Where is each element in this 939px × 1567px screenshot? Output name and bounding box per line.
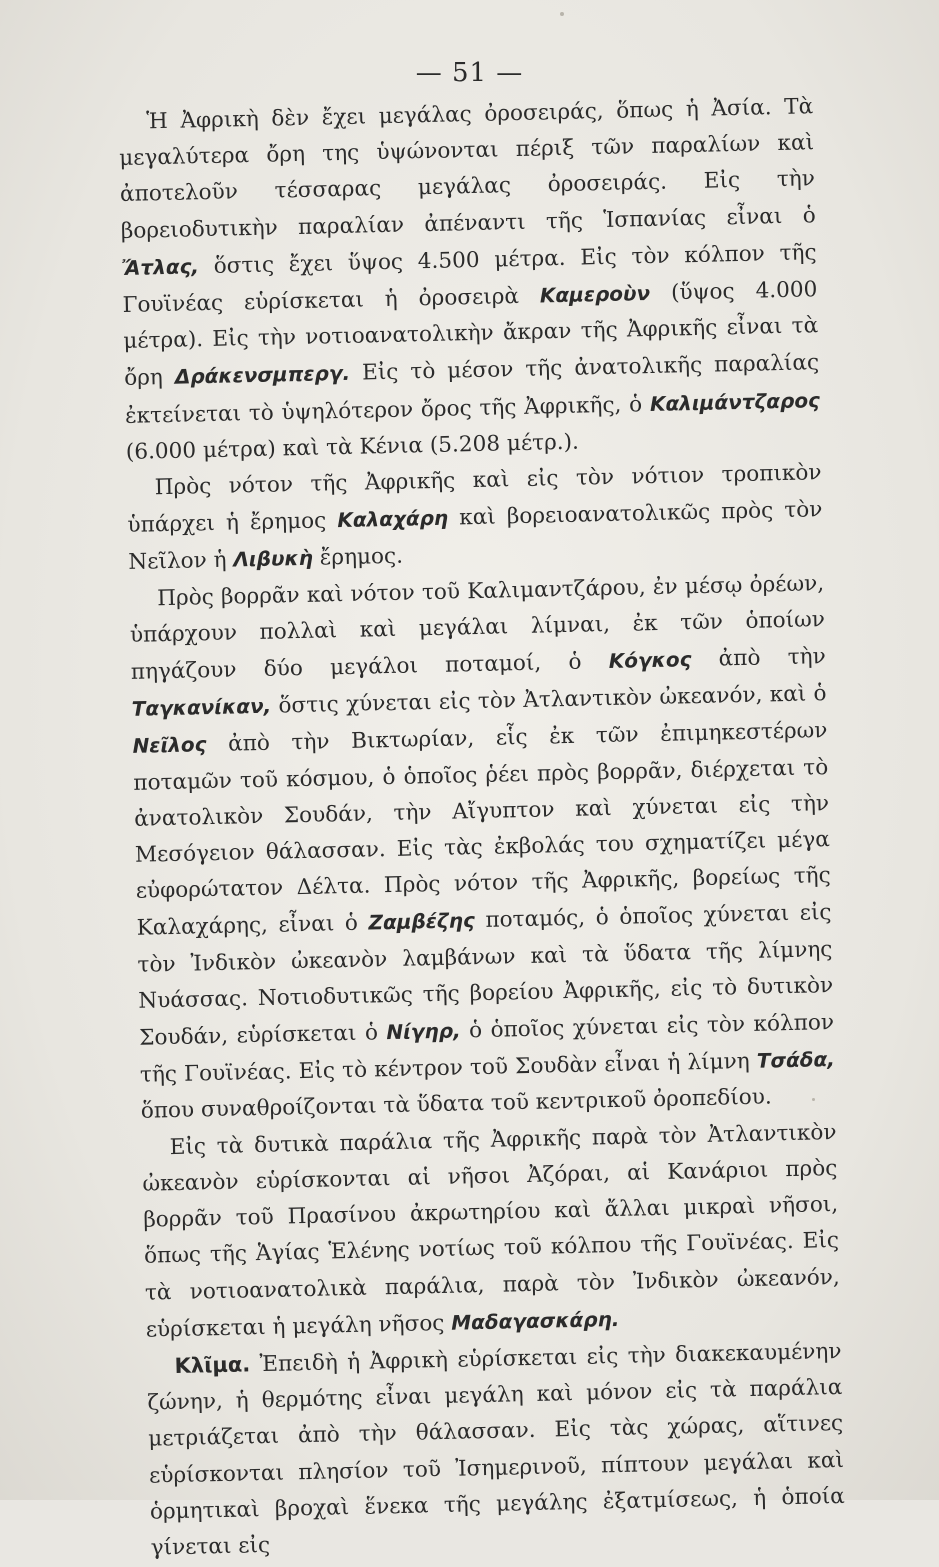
emphasized-name: Ἄτλας, (121, 254, 200, 280)
emphasized-name: Καλιμάντζαρος (649, 387, 821, 416)
emphasized-name: Τσάδα, (756, 1047, 836, 1074)
text-run: (ὕψος 4.000 μέτρα). Εἰς τὴν νοτιοανατολικὴν ἄκραν τῆς Ἀφρικῆς εἶναι τὰ ὄρη (123, 277, 819, 392)
page-number: — 51 — (415, 58, 524, 88)
text-run: (6.000 μέτρα) καὶ τὰ Κένια (5.208 μέτρ.). (125, 429, 580, 465)
paragraph (129, 566, 836, 1131)
text-run: Ἡ Ἀφρικὴ δὲν ἔχει μεγάλας ὀροσειράς, ὅπως ἡ Ἀσία. Τὰ μεγαλύτερα ὄρη της ὑψώνονται πέριξ τῶν παραλίων καὶ ἀποτελοῦν τέσσαρας μεγάλας ὀροσειράς. Εἰς τὴν βορειοδυτικὴν παραλίαν ἀπέναντι τῆς Ἱσπανίας εἶναι ὁ (118, 94, 816, 244)
text-run: ὁ ὁποῖος χύνεται εἰς τὸν κόλπον τῆς Γουϊνέας. Εἰς τὸ κέντρον τοῦ Σουδὰν εἶναι ἡ λίμνη (139, 1010, 835, 1089)
text-run: ὅστις ἔχει ὕψος 4.500 μέτρα. Εἰς τὸν κόλπον τῆς Γουϊνέας εὑρίσκεται ἡ ὀροσειρὰ (122, 240, 817, 318)
emphasized-name: Λιβυκὴ (233, 546, 314, 572)
scan-speck (812, 1098, 815, 1101)
text-run: Εἰς τὰ δυτικὰ παράλια τῆς Ἀφρικῆς παρὰ τὸν Ἀτλαντικὸν ὠκεανὸν εὑρίσκονται αἱ νῆσοι Ἀζόραι, αἱ Κανάριοι πρὸς βορρᾶν τοῦ Πρασίνου ἀκρωτηρίου καὶ ἄλλαι μικραὶ νῆσοι, ὅπως τῆς Ἁγίας Ἑλένης νοτίως τοῦ κόλπου τῆς Γουϊνέας. Εἰς τὰ νοτιοανατολικὰ παράλια, παρὰ τὸν Ἰνδικὸν ὠκεανόν, εὑρίσκεται ἡ μεγάλη νῆσος (142, 1119, 841, 1343)
text-run: Πρὸς βορρᾶν καὶ νότον τοῦ Καλιμαντζάρου, ἐν μέσῳ ὀρέων, ὑπάρχουν πολλαὶ καὶ μεγάλαι λίμναι, ἐκ τῶν ὁποίων πηγάζουν δύο μεγάλοι ποταμοί, ὁ (129, 570, 826, 685)
emphasized-name: Καλαχάρη (337, 505, 449, 533)
emphasized-name: Νεῖλος (132, 732, 207, 759)
emphasized-name: Κόγκος (608, 647, 692, 674)
paragraph (146, 1333, 846, 1567)
scan-speck (560, 12, 564, 16)
emphasized-name: Ζαμβέζης (368, 908, 476, 935)
text-run: ὅπου συναθροίζονται τὰ ὕδατα τοῦ κεντρικοῦ ὀροπεδίου. (140, 1084, 772, 1125)
section-heading: Κλῖμα. (174, 1352, 251, 1378)
text-run: ἔρημος. (312, 544, 404, 572)
text-run: Εἰς τὸ μέσον τῆς ἀνατολικῆς παραλίας ἐκτείνεται τὸ ὑψηλότερον ὄρος τῆς Ἀφρικῆς, ὁ (124, 350, 820, 429)
emphasized-name: Μαδαγασκάρη. (450, 1306, 620, 1335)
emphasized-name: Δράκενσμπεργ. (174, 361, 351, 390)
paragraph (118, 89, 821, 471)
text-run: ὅστις χύνεται εἰς τὸν Ἀτλαντικὸν ὠκεανόν, καὶ ὁ (270, 681, 827, 719)
text-run: καὶ βορειοανατολικῶς πρὸς τὸν Νεῖλον ἡ (128, 497, 823, 576)
paragraph (126, 455, 823, 581)
text-run: ἀπὸ τὴν Βικτωρίαν, εἷς ἐκ τῶν ἐπιμηκεστέρων ποταμῶν τοῦ κόσμου, ὁ ὁποῖος ῥέει πρὸς βορρᾶν, διέρχεται τὸ ἀνατολικὸν Σουδάν, τὴν Αἴγυπτον καὶ χύνεται εἰς τὴν Μεσόγειον θάλασσαν. Εἰς τὰς ἐκβολάς του σχηματίζει μέγα εὐφορώτατον Δέλτα. Πρὸς νότον τῆς Ἀφρικῆς, βορείως τῆς Καλαχάρης, εἶναι ὁ (133, 718, 831, 942)
emphasized-name: Καμεροὺν (539, 280, 651, 308)
text-run: ποταμός, ὁ ὁποῖος χύνεται εἰς τὸν Ἰνδικὸν ὠκεανὸν λαμβάνων καὶ τὰ ὕδατα τῆς λίμνης Νυάσσας. Νοτιοδυτικῶς τῆς βορείου Ἀφρικῆς, εἰς τὸ δυτικὸν Σουδάν, εὑρίσκεται ὁ (137, 900, 834, 1051)
emphasized-name: Ταγκανίκαν, (131, 693, 272, 722)
body-text (118, 89, 846, 1567)
paragraph (141, 1115, 841, 1349)
text-run: Ἐπειδὴ ἡ Ἀφρικὴ εὑρίσκεται εἰς τὴν διακεκαυμένην ζώνην, ἡ θερμότης εἶναι μεγάλη καὶ μόνον εἰς τὰ παράλια μετριάζεται ἀπὸ τὴν θάλασσαν. Εἰς τὰς χώρας, αἵτινες εὑρίσκονται πλησίον τοῦ Ἰσημερινοῦ, πίπτουν μεγάλαι καὶ ὁρμητικαὶ βροχαὶ ἕνεκα τῆς μεγάλης ἐξατμίσεως, ἡ ὁποία γίνεται εἰς (147, 1338, 846, 1561)
text-run: ἀπὸ τὴν (691, 644, 826, 673)
text-run: Πρὸς νότον τῆς Ἀφρικῆς καὶ εἰς τὸν νότιον τροπικὸν ὑπάρχει ἡ ἔρημος (127, 460, 822, 539)
emphasized-name: Νίγηρ, (386, 1018, 461, 1045)
